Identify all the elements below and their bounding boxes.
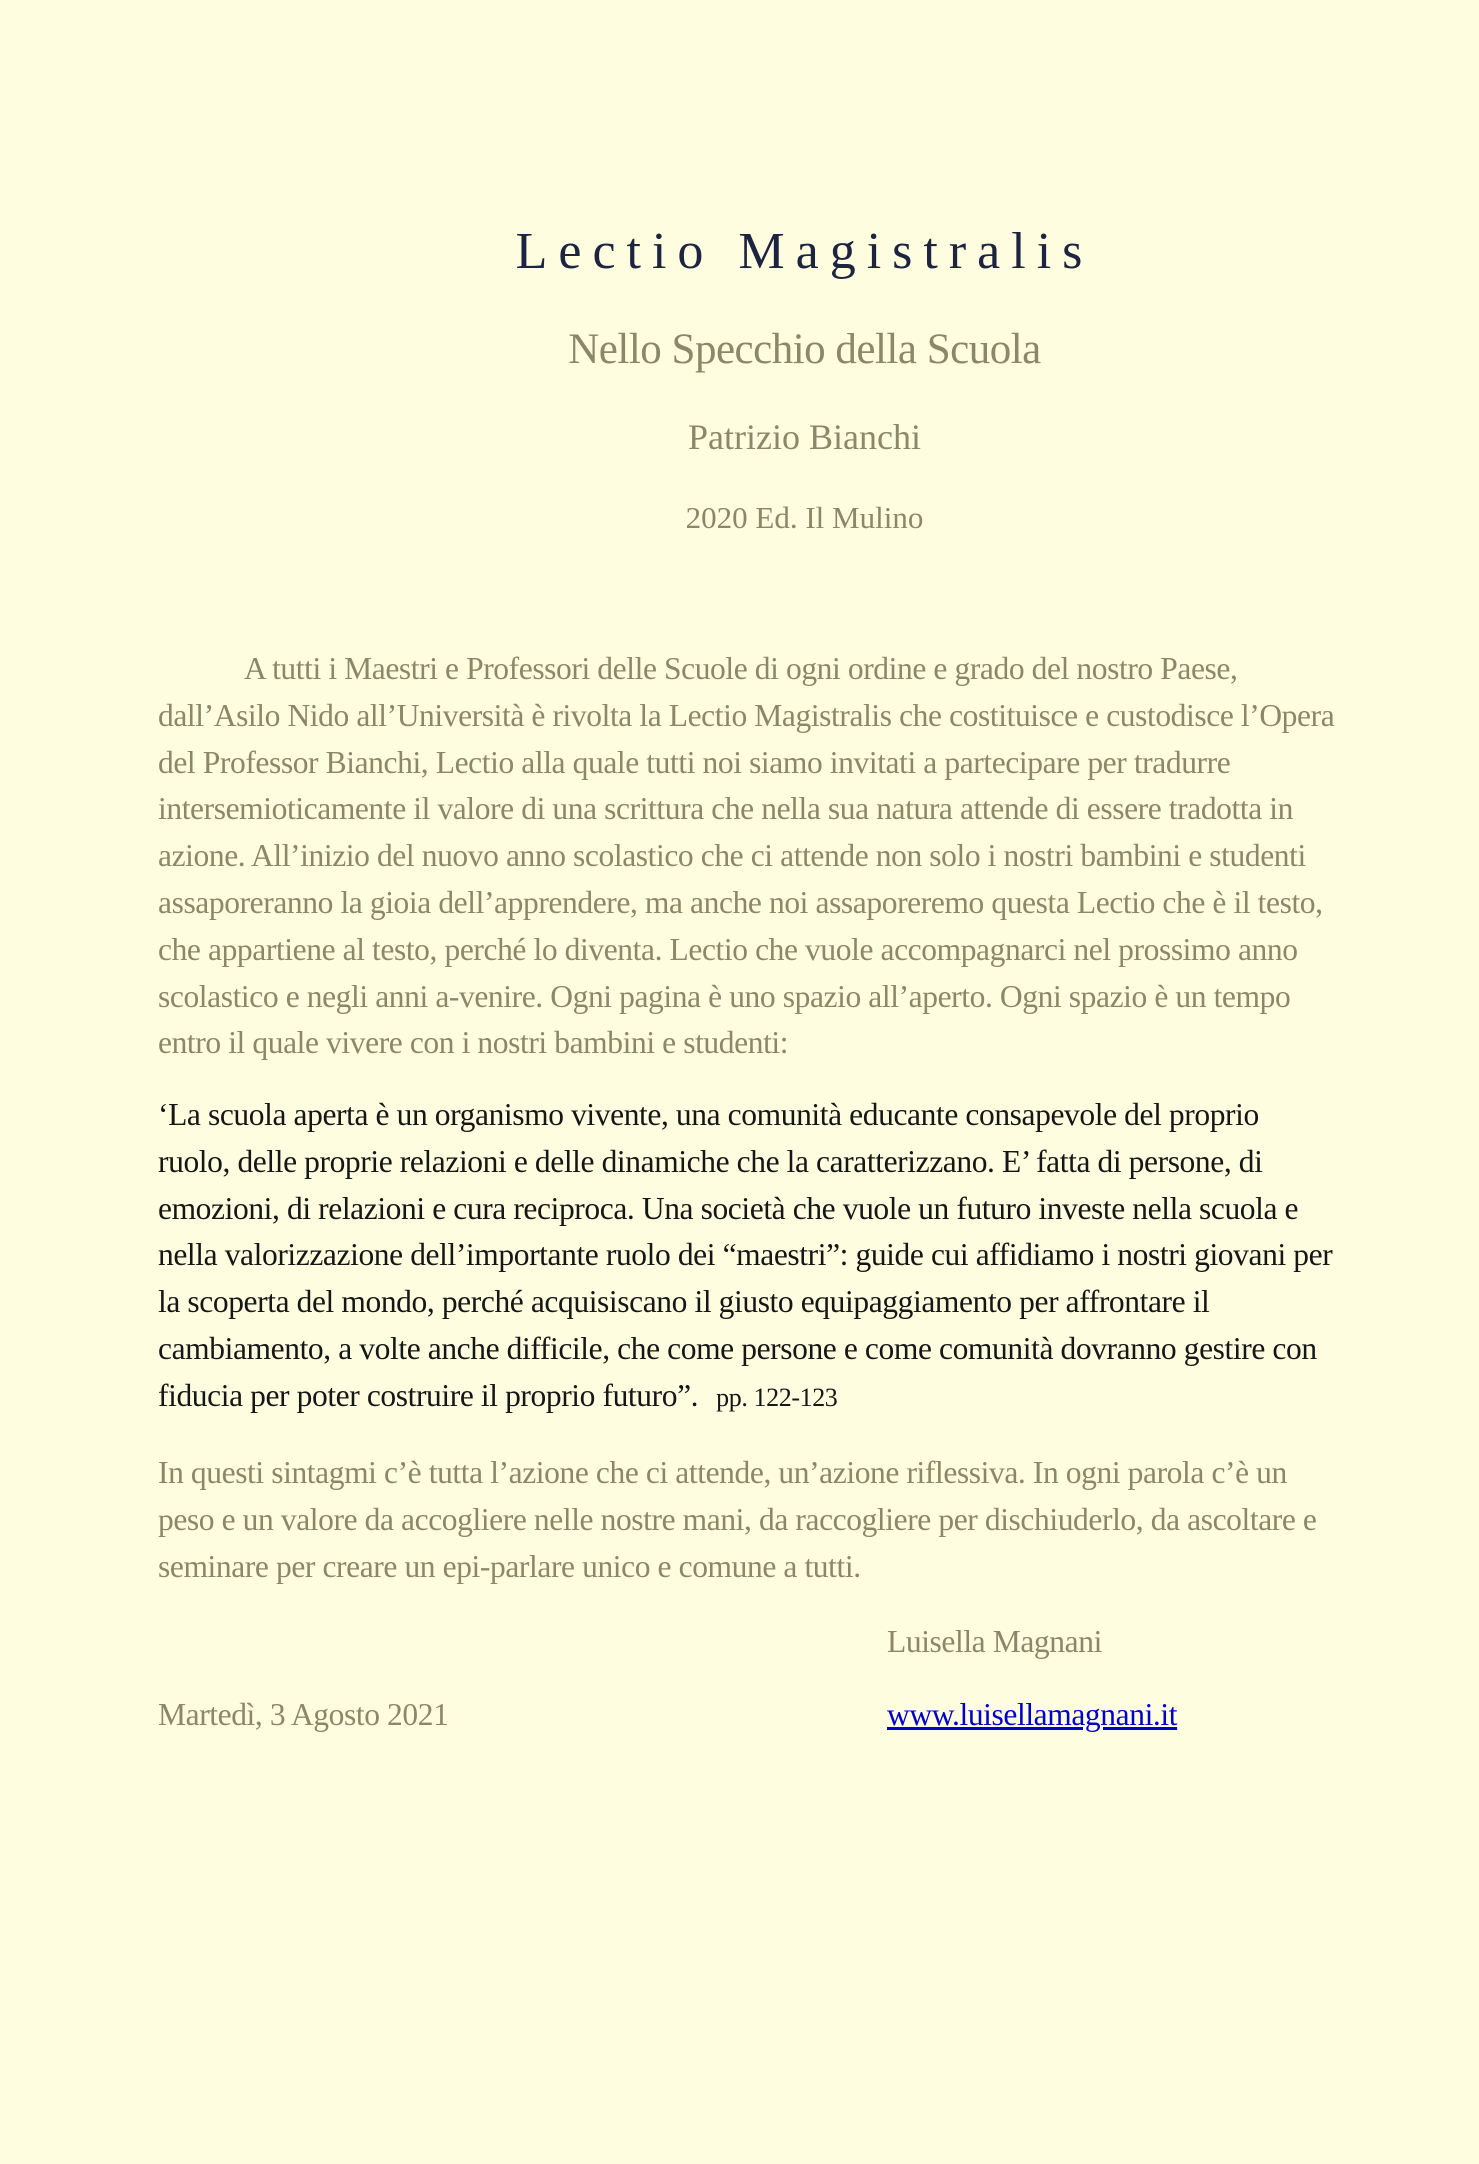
- intro-paragraph: A tutti i Maestri e Professori delle Scuole di ogni ordine e grado del nostro Paese, dall’Asilo Nido all’Università è rivolta la Lectio Magistralis che costituisce e custodisce l’Opera del Professor Bianchi, Lectio alla quale tutti noi siamo invitati a partecipare per tradurre intersemioticamente il valore di una scrittura che nella sua natura attende di essere tradotta in azione. All’inizio del nuovo anno scolastico che ci attende non solo i nostri bambini e studenti assaporeranno la gioia dell’apprendere, ma anche noi assaporeremo questa Lectio che è il testo, che appartiene al testo, perché lo diventa. Lectio che vuole accompagnarci nel prossimo anno scolastico e negli anni a-venire. Ogni pagina è uno spazio all’aperto. Ogni spazio è un tempo entro il quale vivere con i nostri bambini e studenti:: [158, 651, 1335, 1061]
- document-date: Martedì, 3 Agosto 2021: [158, 1697, 449, 1732]
- closing-paragraph: In questi sintagmi c’è tutta l’azione che ci attende, un’azione riflessiva. In ogni parola c’è un peso e un valore da accogliere nelle nostre mani, da raccogliere per dischiuderlo, da ascoltare e seminare per creare un epi-parlare unico e comune a tutti.: [158, 1455, 1317, 1584]
- signature: Luisella Magnani: [887, 1624, 1102, 1659]
- edition-info: 2020 Ed. Il Mulino: [685, 500, 924, 535]
- quote-pages: pp. 122-123: [716, 1382, 838, 1412]
- document-title: Lectio Magistralis: [515, 223, 1094, 280]
- website-link[interactable]: www.luisellamagnani.it: [887, 1697, 1178, 1732]
- quote-paragraph: [158, 1092, 1338, 1422]
- quote-text: ‘La scuola aperta è un organismo vivente, una comunità educante consapevole del proprio ruolo, delle proprie relazioni e delle dinamiche che la caratterizzano. E’ fatta di persone, di emozioni, di relazioni e cura reciproca. Una società che vuole un futuro investe nella scuola e nella valorizzazione dell’importante ruolo dei “maestri”: guide cui affidiamo i nostri giovani per la scoperta del mondo, perché acquisiscano il giusto equipaggiamento per affrontare il cambiamento, a volte anche difficile, che come persone e come comunità dovranno gestire con fiducia per poter costruire il proprio futuro”.: [158, 1097, 1333, 1413]
- document-subtitle: Nello Specchio della Scuola: [568, 326, 1041, 373]
- author-name: Patrizio Bianchi: [688, 417, 921, 457]
